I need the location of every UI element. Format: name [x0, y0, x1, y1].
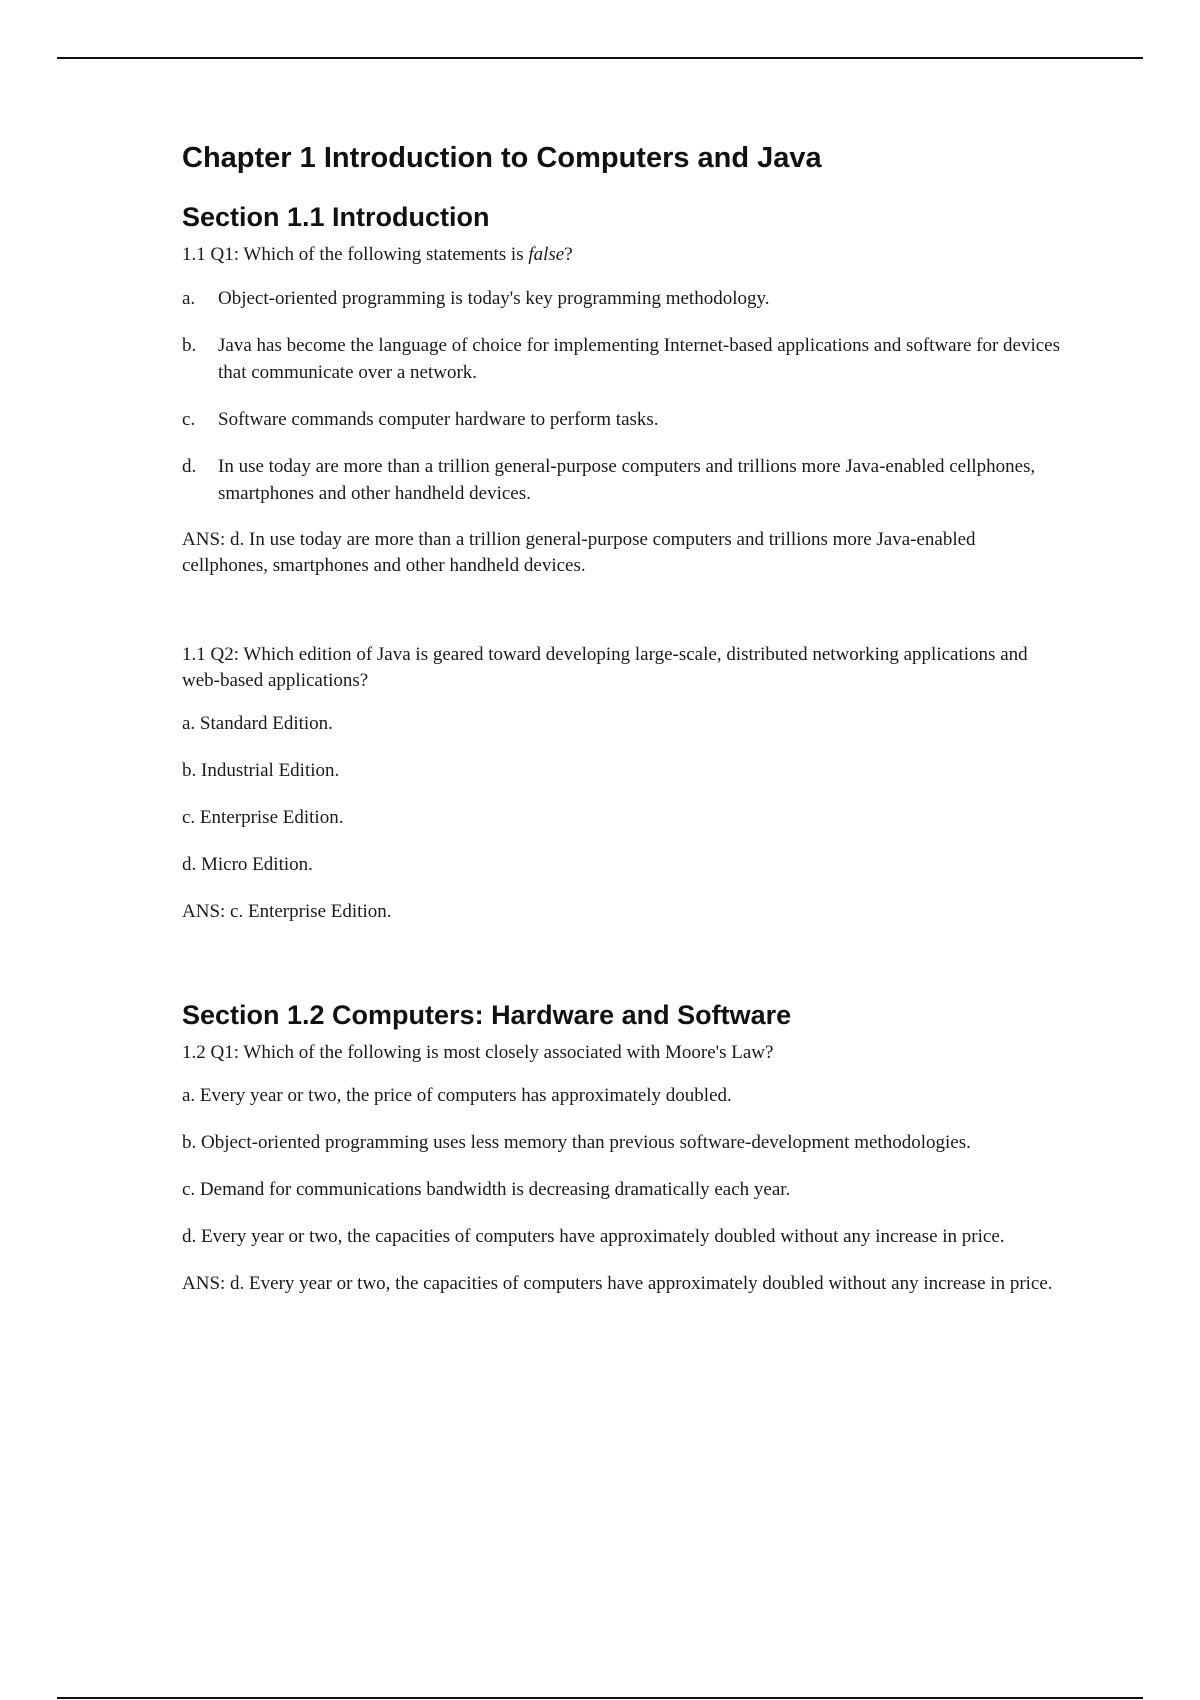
option-letter: b. — [182, 335, 197, 356]
answer-option: b. Industrial Edition. — [182, 760, 340, 781]
question-prompt: 1.1 Q2: Which edition of Java is geared toward developing large-scale, distributed networking applications and web-based applications? — [182, 644, 1028, 691]
option-letter: a. — [182, 288, 196, 309]
option-text: Java has become the language of choice for implementing Internet-based applications and software for devices that communicate over a network. — [218, 335, 1061, 383]
option-letter: c. — [182, 409, 196, 430]
prompt-suffix: ? — [564, 244, 573, 265]
answer-option: c. Enterprise Edition. — [182, 807, 344, 828]
prompt-emphasis: false — [528, 244, 565, 265]
option-letter: d. — [182, 456, 197, 477]
document-body — [182, 140, 1062, 1318]
option-text: Object-oriented programming is today's key programming methodology. — [218, 288, 770, 309]
section-title: Section 1.1 Introduction — [182, 202, 490, 232]
answer-option — [182, 453, 1062, 507]
option-text: Software commands computer hardware to perform tasks. — [218, 409, 659, 430]
answer-option: c. Demand for communications bandwidth is decreasing dramatically each year. — [182, 1179, 791, 1200]
answer-option — [182, 406, 1062, 433]
section-title: Section 1.2 Computers: Hardware and Software — [182, 1000, 792, 1030]
answer-option: a. Standard Edition. — [182, 713, 333, 734]
answer-option: b. Object-oriented programming uses less memory than previous software-development methodologies. — [182, 1132, 971, 1153]
bottom-rule — [57, 1697, 1143, 1699]
question-prompt — [182, 242, 1062, 268]
spacer — [182, 946, 1062, 998]
answer-option — [182, 332, 1062, 386]
answer-option: d. Micro Edition. — [182, 854, 313, 875]
prompt-text: 1.1 Q1: Which of the following statements is — [182, 244, 529, 265]
question-prompt: 1.2 Q1: Which of the following is most closely associated with Moore's Law? — [182, 1042, 774, 1063]
spacer — [182, 600, 1062, 642]
answer-option: d. Every year or two, the capacities of computers have approximately doubled without any increase in price. — [182, 1226, 1005, 1247]
answer-option: a. Every year or two, the price of computers has approximately doubled. — [182, 1085, 732, 1106]
option-text: In use today are more than a trillion general-purpose computers and trillions more Java-enabled cellphones, smartphones and other handheld devices. — [218, 456, 1036, 504]
answer-key: ANS: d. In use today are more than a trillion general-purpose computers and trillions more Java-enabled cellphones, smartphones and other handheld devices. — [182, 529, 976, 576]
answer-option — [182, 285, 1062, 312]
answer-key: ANS: d. Every year or two, the capacities of computers have approximately doubled without any increase in price. — [182, 1273, 1053, 1294]
top-rule — [57, 57, 1143, 59]
answer-key: ANS: c. Enterprise Edition. — [182, 901, 392, 922]
chapter-title: Chapter 1 Introduction to Computers and Java — [182, 142, 822, 174]
